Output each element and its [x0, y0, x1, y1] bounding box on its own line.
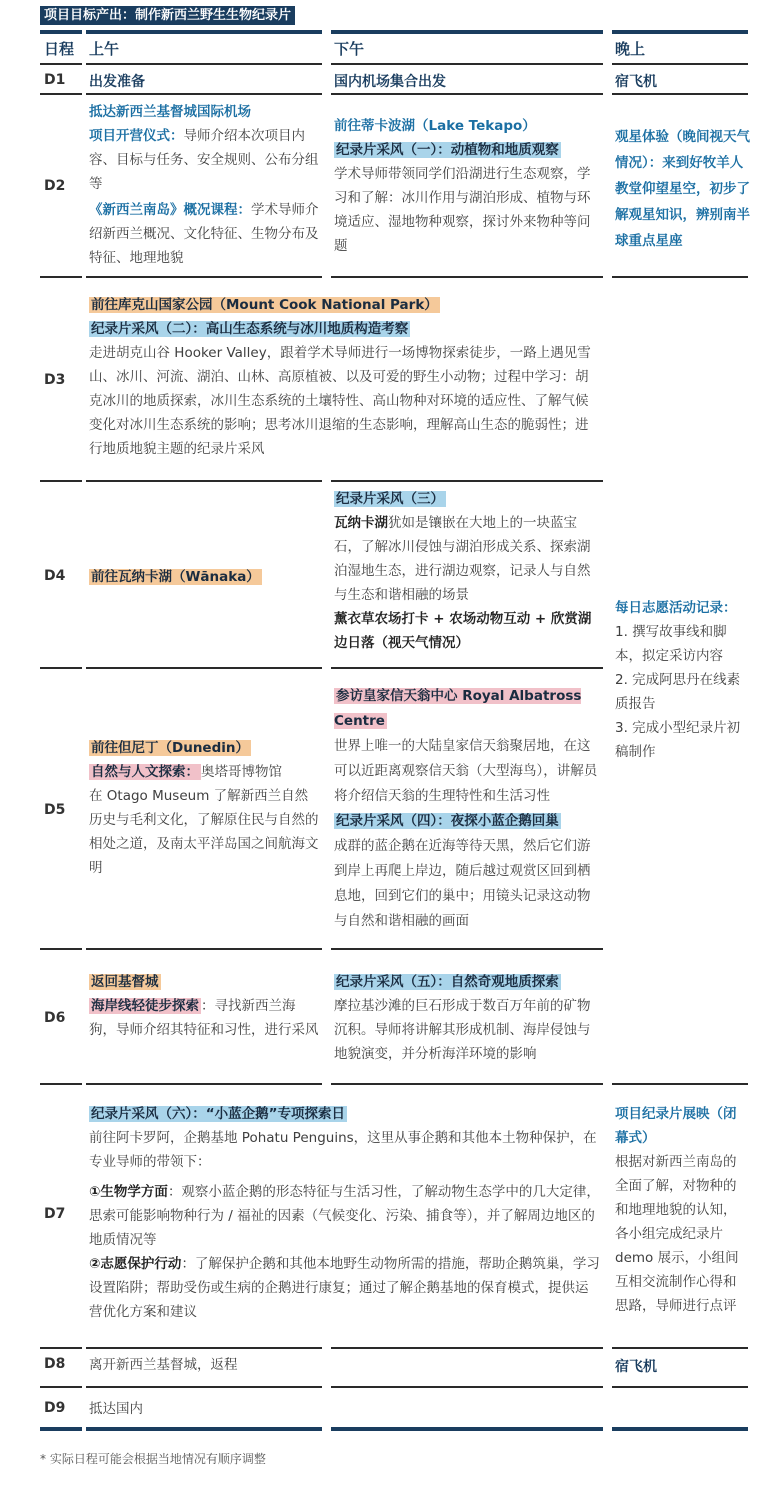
- day-d5: D5: [44, 802, 66, 818]
- d3-highlight-1: 前往库克山国家公园（Mount Cook National Park）: [91, 297, 438, 313]
- rule: [40, 1083, 82, 1085]
- header-pm: 下午: [334, 40, 365, 58]
- rule: [331, 276, 603, 278]
- day-d2: D2: [44, 178, 66, 194]
- d5-pm-highlight: 参访皇家信天翁中心 Royal Albatross Centre: [334, 688, 582, 729]
- d7-eve-block: [615, 1102, 748, 1318]
- d5-am-text: 在 Otago Museum 了解新西兰自然历史与毛利文化，了解原住民与自然的相处之道，及南太平洋岛国之间航海文明: [89, 788, 319, 876]
- rule: [86, 93, 322, 95]
- rule: [612, 93, 748, 95]
- rule: [40, 63, 82, 65]
- d2-am-sub2-label: 《新西兰南岛》概况课程：: [89, 202, 251, 218]
- d6-am-block: [89, 970, 319, 1042]
- rule: [86, 276, 322, 278]
- d3-block: [89, 293, 601, 461]
- rule: [86, 1083, 322, 1085]
- volunteer-item-1: 1. 撰写故事线和脚本，拟定采访内容: [615, 624, 727, 664]
- day-d9: D9: [44, 1400, 66, 1416]
- rule: [86, 948, 322, 950]
- d1-eve: 宿飞机: [615, 74, 657, 90]
- d7-p1-text: ：观察小蓝企鹅的形态特征与生活习性，了解动物生态学中的几大定律，思索可能影响物种行为 / 福祉的因素（气候变化、污染、捕食等），并了解周边地区的地质情况等: [89, 1184, 600, 1248]
- rule: [331, 480, 603, 482]
- d7-p2-text: ：了解保护企鹅和其他本地野生动物所需的措施，帮助企鹅筑巢，学习设置陷阱；帮助受伤或生病的企鹅进行康复；通过了解企鹅基地的保育模式，提供运营优化方案和建议: [89, 1256, 600, 1320]
- d7-highlight: 纪录片采风（六）：“小蓝企鹅”专项探索日: [91, 1106, 345, 1122]
- header-top-rule-day: [40, 30, 82, 34]
- d4-am-highlight: 前往瓦纳卡湖（Wānaka）: [91, 569, 260, 585]
- d4-pm-text: 犹如是镶嵌在大地上的一块蓝宝石，了解冰川侵蚀与湖泊形成关系、探索湖泊湿地生态，进行湖边观察，记录人与自然与生态和谐相融的场景: [334, 515, 591, 603]
- table-bottom-rule: [40, 1427, 82, 1431]
- d9-am: 抵达国内: [89, 1401, 143, 1417]
- d2-am-sub1-label: 项目开营仪式：: [89, 128, 184, 144]
- d4-pm-block: [334, 487, 602, 655]
- d2-pm-text: 学术导师带领同学们沿湖进行生态观察，学习和了解：冰川作用与湖泊形成、植物与环境适应、湿地物种观察，探讨外来物种等问题: [334, 166, 591, 254]
- header-am: 上午: [89, 40, 120, 58]
- d1-pm: 国内机场集合出发: [334, 74, 446, 90]
- d7-p2-label: ②志愿保护行动: [89, 1256, 182, 1272]
- project-goal-banner: 项目目标产出：制作新西兰野生生物纪录片: [40, 6, 295, 25]
- volunteer-item-2: 2. 完成阿思丹在线素质报告: [615, 672, 741, 712]
- volunteer-title: 每日志愿活动记录：: [615, 600, 737, 616]
- d2-pm-highlight: 纪录片采风（一）：动植物和地质观察: [336, 142, 559, 158]
- rule: [40, 1386, 82, 1388]
- rule: [86, 63, 322, 65]
- rule: [40, 480, 82, 482]
- rule: [612, 63, 748, 65]
- day-d1: D1: [44, 72, 66, 88]
- header-eve: 晚上: [615, 40, 646, 58]
- d5-pm-block: [334, 684, 602, 934]
- day-d3: D3: [44, 372, 66, 388]
- d3-highlight-2: 纪录片采风（二）：高山生态系统与冰川地质构造考察: [91, 321, 409, 337]
- d6-am-highlight: 返回基督城: [91, 974, 159, 990]
- d4-pm-bold-2: 薰衣草农场打卡 + 农场动物互动 + 欣赏湖边日落（视天气情况）: [334, 611, 592, 651]
- d8-am: 离开新西兰基督城，返程: [89, 1357, 238, 1373]
- rule: [40, 276, 82, 278]
- rule: [331, 948, 603, 950]
- rule: [40, 948, 82, 950]
- d2-pm-title: 前往蒂卡波湖（Lake Tekapo）: [334, 118, 536, 134]
- rule: [331, 93, 603, 95]
- rule: [40, 93, 82, 95]
- d6-pm-highlight: 纪录片采风（五）：自然奇观地质探索: [336, 974, 559, 990]
- d1-am: 出发准备: [89, 74, 145, 90]
- d8-eve: 宿飞机: [615, 1359, 657, 1375]
- d5-am-block: [89, 736, 319, 880]
- d2-am-block: [89, 100, 319, 270]
- rule: [612, 1347, 748, 1349]
- d2-am-title: 抵达新西兰基督城国际机场: [89, 104, 251, 120]
- day-d4: D4: [44, 568, 66, 584]
- d4-pm-highlight: 纪录片采风（三）: [336, 491, 444, 507]
- d3-text: 走进胡克山谷 Hooker Valley，跟着学术导师进行一场博物探索徒步，一路上遇见雪山、冰川、河流、湖泊、山林、高原植被、以及可爱的野生小动物；过程中学习：胡克冰川的地质探索，冰川生态系统的土壤特性、高山物种对环境的适应性、了解气候变化对冰川生态系统的影响；思考冰川退缩的生态影响，理解高山生态的脆弱性；进行地质地貌主题的纪录片采风: [89, 345, 591, 457]
- d6-pm-text: 摩拉基沙滩的巨石形成于数百万年前的矿物沉积。导师将讲解其形成机制、海岸侵蚀与地貌演变，并分析海洋环境的影响: [334, 998, 591, 1062]
- d6-am-text: ：寻找新西兰海狗，导师介绍其特征和习性，进行采风: [89, 998, 319, 1038]
- day-d7: D7: [44, 1206, 66, 1222]
- d5-am-label-text: 奥塔哥博物馆: [201, 764, 282, 780]
- rule: [86, 1347, 322, 1349]
- rule: [612, 1427, 748, 1431]
- d4-pm-bold: 瓦纳卡湖: [334, 515, 388, 531]
- header-day: 日程: [44, 40, 75, 58]
- d7-block: [89, 1102, 601, 1324]
- rule: [331, 1427, 603, 1431]
- d5-pm-highlight-2: 纪录片采风（四）：夜探小蓝企鹅回巢: [336, 813, 559, 829]
- d5-pm-text-2: 成群的蓝企鹅在近海等待天黑，然后它们游到岸上再爬上岸边，随后越过观赏区回到栖息地，回到它们的巢中；用镜头记录这动物与自然和谐相融的画面: [334, 838, 591, 929]
- header-top-rule-am: [86, 30, 322, 34]
- rule: [331, 63, 603, 65]
- d5-am-label: 自然与人文探索：: [91, 764, 199, 780]
- volunteer-item-3: 3. 完成小型纪录片初稿制作: [615, 720, 741, 760]
- d4-am-block: [89, 565, 319, 589]
- rule: [612, 1083, 748, 1085]
- d7-eve-title: 项目纪录片展映（闭幕式）: [615, 1106, 737, 1146]
- rule: [86, 480, 322, 482]
- d6-am-label: 海岸线轻徒步探索: [91, 998, 199, 1014]
- header-top-rule-eve: [612, 30, 748, 34]
- rule: [86, 667, 322, 669]
- header-top-rule-pm: [331, 30, 603, 34]
- rule: [612, 276, 748, 278]
- d5-am-highlight: 前往但尼丁（Dunedin）: [91, 740, 249, 756]
- d7-p1-label: ①生物学方面: [89, 1184, 168, 1200]
- rule: [40, 1347, 82, 1349]
- d2-pm-block: [334, 114, 602, 258]
- rule: [86, 1427, 322, 1431]
- rule: [612, 1386, 748, 1388]
- rule: [331, 667, 603, 669]
- day-d8: D8: [44, 1356, 66, 1372]
- d5-pm-text: 世界上唯一的大陆皇家信天翁聚居地，在这可以近距离观察信天翁（大型海鸟），讲解员将介绍信天翁的生理特性和生活习性: [334, 738, 598, 804]
- footnote: * 实际日程可能会根据当地情况有顺序调整: [40, 1452, 266, 1466]
- d7-text: 前往阿卡罗阿，企鹅基地 Pohatu Penguins，这里从事企鹅和其他本土物种保护，在专业导师的带领下：: [89, 1130, 597, 1170]
- d7-eve-text: 根据对新西兰南岛的全面了解，对物种的和地理地貌的认知，各小组完成纪录片 demo 展示，小组间互相交流制作心得和思路，导师进行点评: [615, 1154, 739, 1314]
- d6-pm-block: [334, 970, 602, 1066]
- d2-eve: 观星体验（晚间视天气情况）：来到好牧羊人教堂仰望星空，初步了解观星知识，辨别南半球重点星座: [615, 129, 750, 249]
- d2-am-sub1-text: 导师介绍本次项目内容、目标与任务、安全规则、公布分组等: [89, 128, 319, 192]
- d2-am-sub2-text: 学术导师介绍新西兰概况、文化特征、生物分布及特征、地理地貌: [89, 202, 319, 266]
- rule: [86, 1386, 322, 1388]
- rule: [331, 1386, 603, 1388]
- volunteer-block: [615, 596, 748, 764]
- rule: [331, 1083, 603, 1085]
- rule: [40, 667, 82, 669]
- day-d6: D6: [44, 1010, 66, 1026]
- rule: [331, 1347, 603, 1349]
